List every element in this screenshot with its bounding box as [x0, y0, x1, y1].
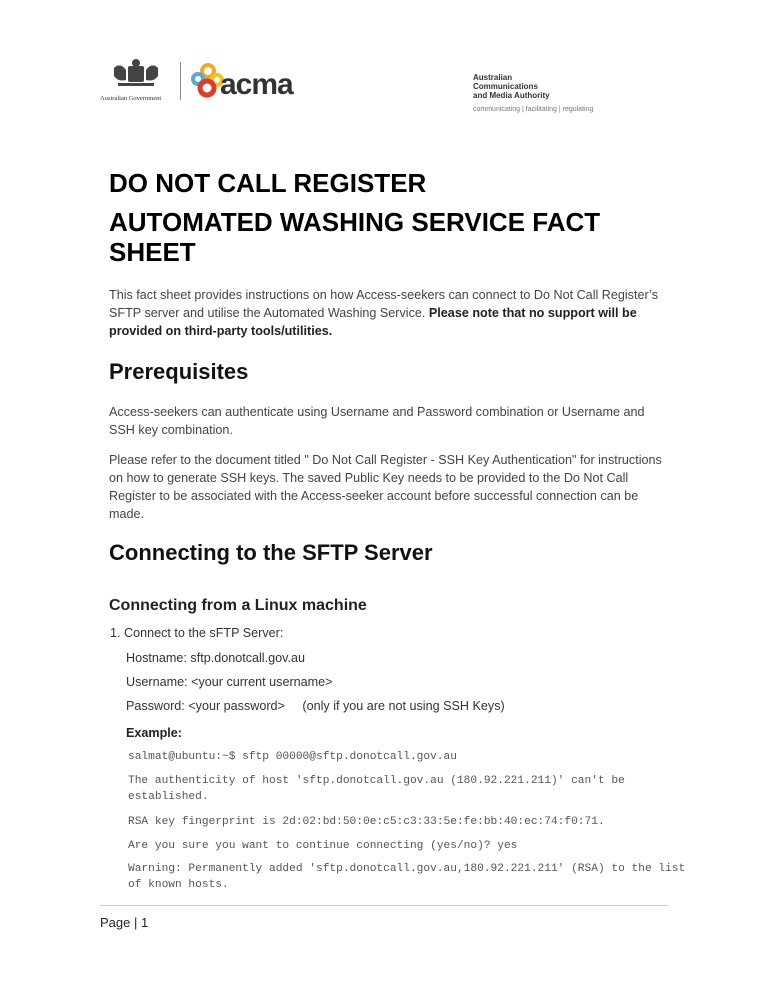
document-title: DO NOT CALL REGISTER [109, 168, 427, 198]
intro-text: This fact sheet provides instructions on how Access-seekers can connect to Do Not Call Register’s SFTP server and utilise the Automated Washing Service. [109, 288, 659, 320]
agency-name [473, 73, 593, 114]
prerequisites-paragraph-1: Access-seekers can authenticate using Username and Password combination or Username and SSH key combination. [109, 405, 645, 437]
step-1: 1. Connect to the sFTP Server: [110, 626, 284, 640]
username-line: Username: <your current username> [126, 675, 333, 689]
logo-divider [180, 62, 181, 100]
page-number: Page | 1 [100, 915, 149, 930]
linux-subheading: Connecting from a Linux machine [109, 597, 367, 614]
agency-name-line: and Media Authority [473, 91, 550, 100]
document-subtitle: AUTOMATED WASHING SERVICE FACT SHEET [109, 207, 601, 267]
coat-of-arms-icon [100, 58, 172, 88]
code-line: salmat@ubuntu:~$ sftp 00000@sftp.donotcall.gov.au [128, 751, 457, 763]
intro-paragraph [109, 286, 669, 340]
acma-logo [190, 62, 300, 102]
acma-wordmark: acma [220, 68, 293, 101]
agency-tagline: communicating | facilitating | regulating [473, 106, 594, 113]
gov-label: Australian Government [100, 95, 162, 102]
agency-name-line: Communications [473, 82, 538, 91]
agency-name-line: Australian [473, 73, 513, 82]
password-line: Password: <your password> (only if you are not using SSH Keys) [126, 699, 505, 713]
code-line: RSA key fingerprint is 2d:02:bd:50:0e:c5:c3:33:5e:fe:bb:40:ec:74:f0:71. [128, 816, 605, 828]
hostname-line: Hostname: sftp.donotcall.gov.au [126, 651, 305, 665]
prerequisites-heading: Prerequisites [109, 359, 249, 384]
australian-government-logo [100, 58, 172, 102]
code-line: The authenticity of host 'sftp.donotcall.gov.au (180.92.221.211)' can't be established. [128, 775, 625, 803]
code-line: Are you sure you want to continue connecting (yes/no)? yes [128, 840, 518, 852]
footer-divider [100, 905, 668, 906]
support-note: Please note that no support will be provided on third-party tools/utilities. [109, 306, 637, 338]
connecting-heading: Connecting to the SFTP Server [109, 540, 433, 565]
prerequisites-paragraph-2: Please refer to the document titled " Do Not Call Register - SSH Key Authentication" for instructions on how to generate SSH keys. The saved Public Key needs to be provided to the Do Not Call Register to be associated with the Access-seeker account before successful connection can be made. [109, 453, 662, 521]
code-line: Warning: Permanently added 'sftp.donotcall.gov.au,180.92.221.211' (RSA) to the list of known hosts. [128, 863, 686, 891]
example-label: Example: [126, 726, 182, 740]
acma-rings-icon [190, 62, 224, 98]
